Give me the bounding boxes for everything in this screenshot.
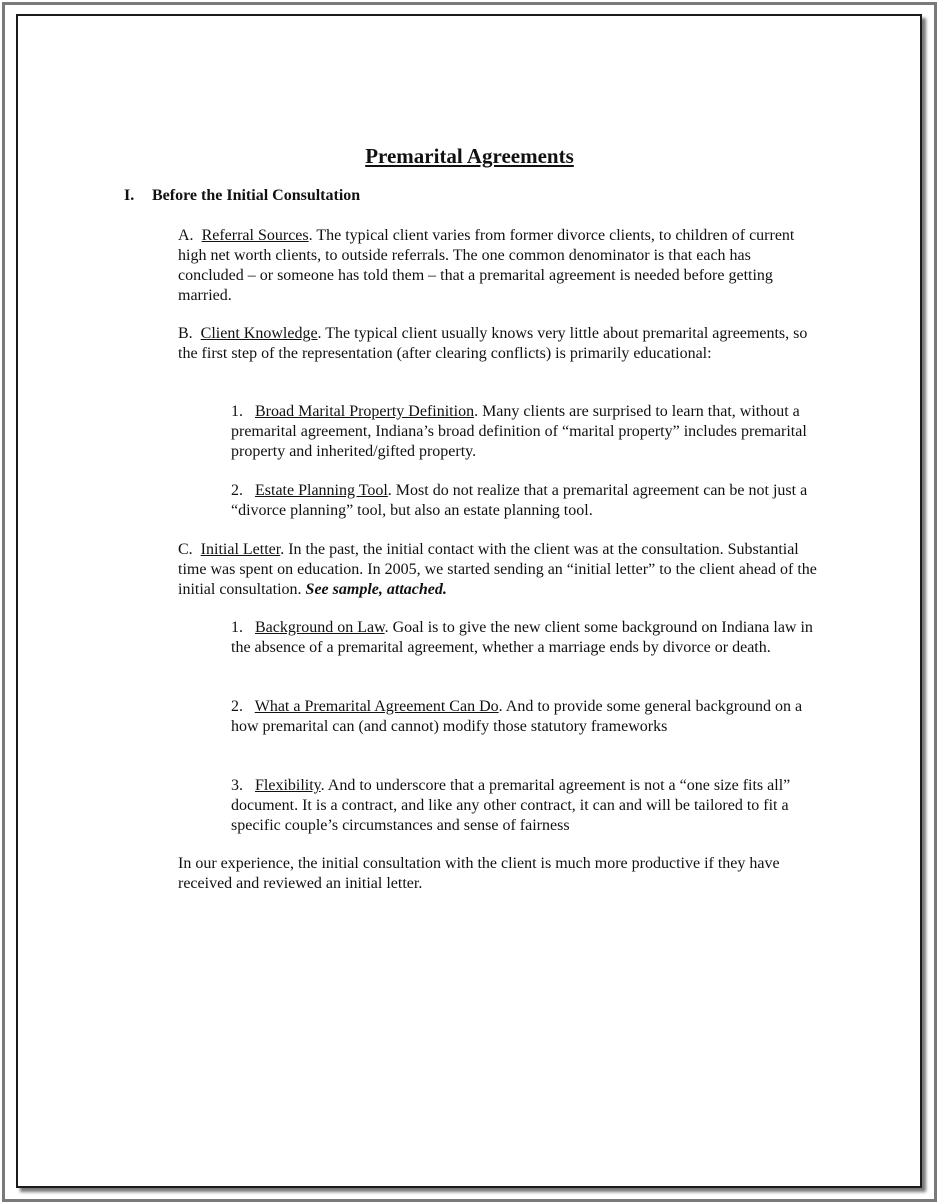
item-text: . The typical client usually knows very little about premarital agreements, so the first step of the representation (after clearing conflicts) is primarily educational:: [178, 325, 808, 362]
section-number: I.: [124, 187, 135, 204]
see-sample-note: See sample, attached.: [305, 581, 447, 598]
item-term: Broad Marital Property Definition: [255, 403, 475, 420]
paragraph-b: [178, 324, 818, 364]
item-label: 1.: [231, 403, 243, 420]
item-term: Client Knowledge: [200, 325, 318, 342]
item-term: What a Premarital Agreement Can Do: [254, 698, 499, 715]
paragraph-b1: [231, 402, 816, 462]
paragraph-c2: [231, 697, 816, 737]
item-term: Referral Sources: [201, 227, 309, 244]
document-title: Premarital Agreements: [365, 144, 574, 168]
item-text: . In the past, the initial contact with the client was at the consultation. Substantial time was spent on education. In 2005, we started sending an “initial letter” to the client ahead of the initial consultation.: [178, 541, 817, 598]
paragraph-c1: [231, 618, 816, 658]
paragraph-b2: [231, 481, 816, 521]
closing-paragraph: In our experience, the initial consultation with the client is much more productive if they have received and reviewed an initial letter.: [178, 855, 780, 892]
paragraph-c: [178, 540, 818, 600]
item-term: Flexibility: [255, 777, 321, 794]
item-text: . Most do not realize that a premarital agreement can be not just a “divorce planning” tool, but also an estate planning tool.: [231, 482, 808, 519]
item-label: 1.: [231, 619, 243, 636]
item-label: 3.: [231, 777, 243, 794]
item-label: 2.: [231, 482, 243, 499]
paragraph-c3: [231, 776, 816, 836]
item-term: Initial Letter: [200, 541, 281, 558]
paragraph-a: [178, 226, 818, 306]
item-label: A.: [178, 227, 194, 244]
item-label: C.: [178, 541, 193, 558]
section-heading: Before the Initial Consultation: [152, 187, 361, 204]
item-text: . Goal is to give the new client some background on Indiana law in the absence of a premarital agreement, whether a marriage ends by divorce or death.: [231, 619, 813, 656]
item-term: Background on Law: [255, 619, 385, 636]
item-text: . The typical client varies from former divorce clients, to children of current high net worth clients, to outside referrals. The one common denominator is that each has concluded – or someone has told them – that a premarital agreement is needed before getting married.: [178, 227, 795, 304]
item-text: . And to provide some general background on a how premarital can (and cannot) modify those statutory frameworks: [231, 698, 803, 735]
item-label: 2.: [231, 698, 243, 715]
item-label: B.: [178, 325, 193, 342]
item-term: Estate Planning Tool: [255, 482, 388, 499]
item-text: . Many clients are surprised to learn that, without a premarital agreement, Indiana’s broad definition of “marital property” includes premarital property and inherited/gifted property.: [231, 403, 807, 460]
item-text: . And to underscore that a premarital agreement is not a “one size fits all” document. It is a contract, and like any other contract, it can and will be tailored to fit a specific couple’s circumstances and sense of fairness: [231, 777, 791, 834]
